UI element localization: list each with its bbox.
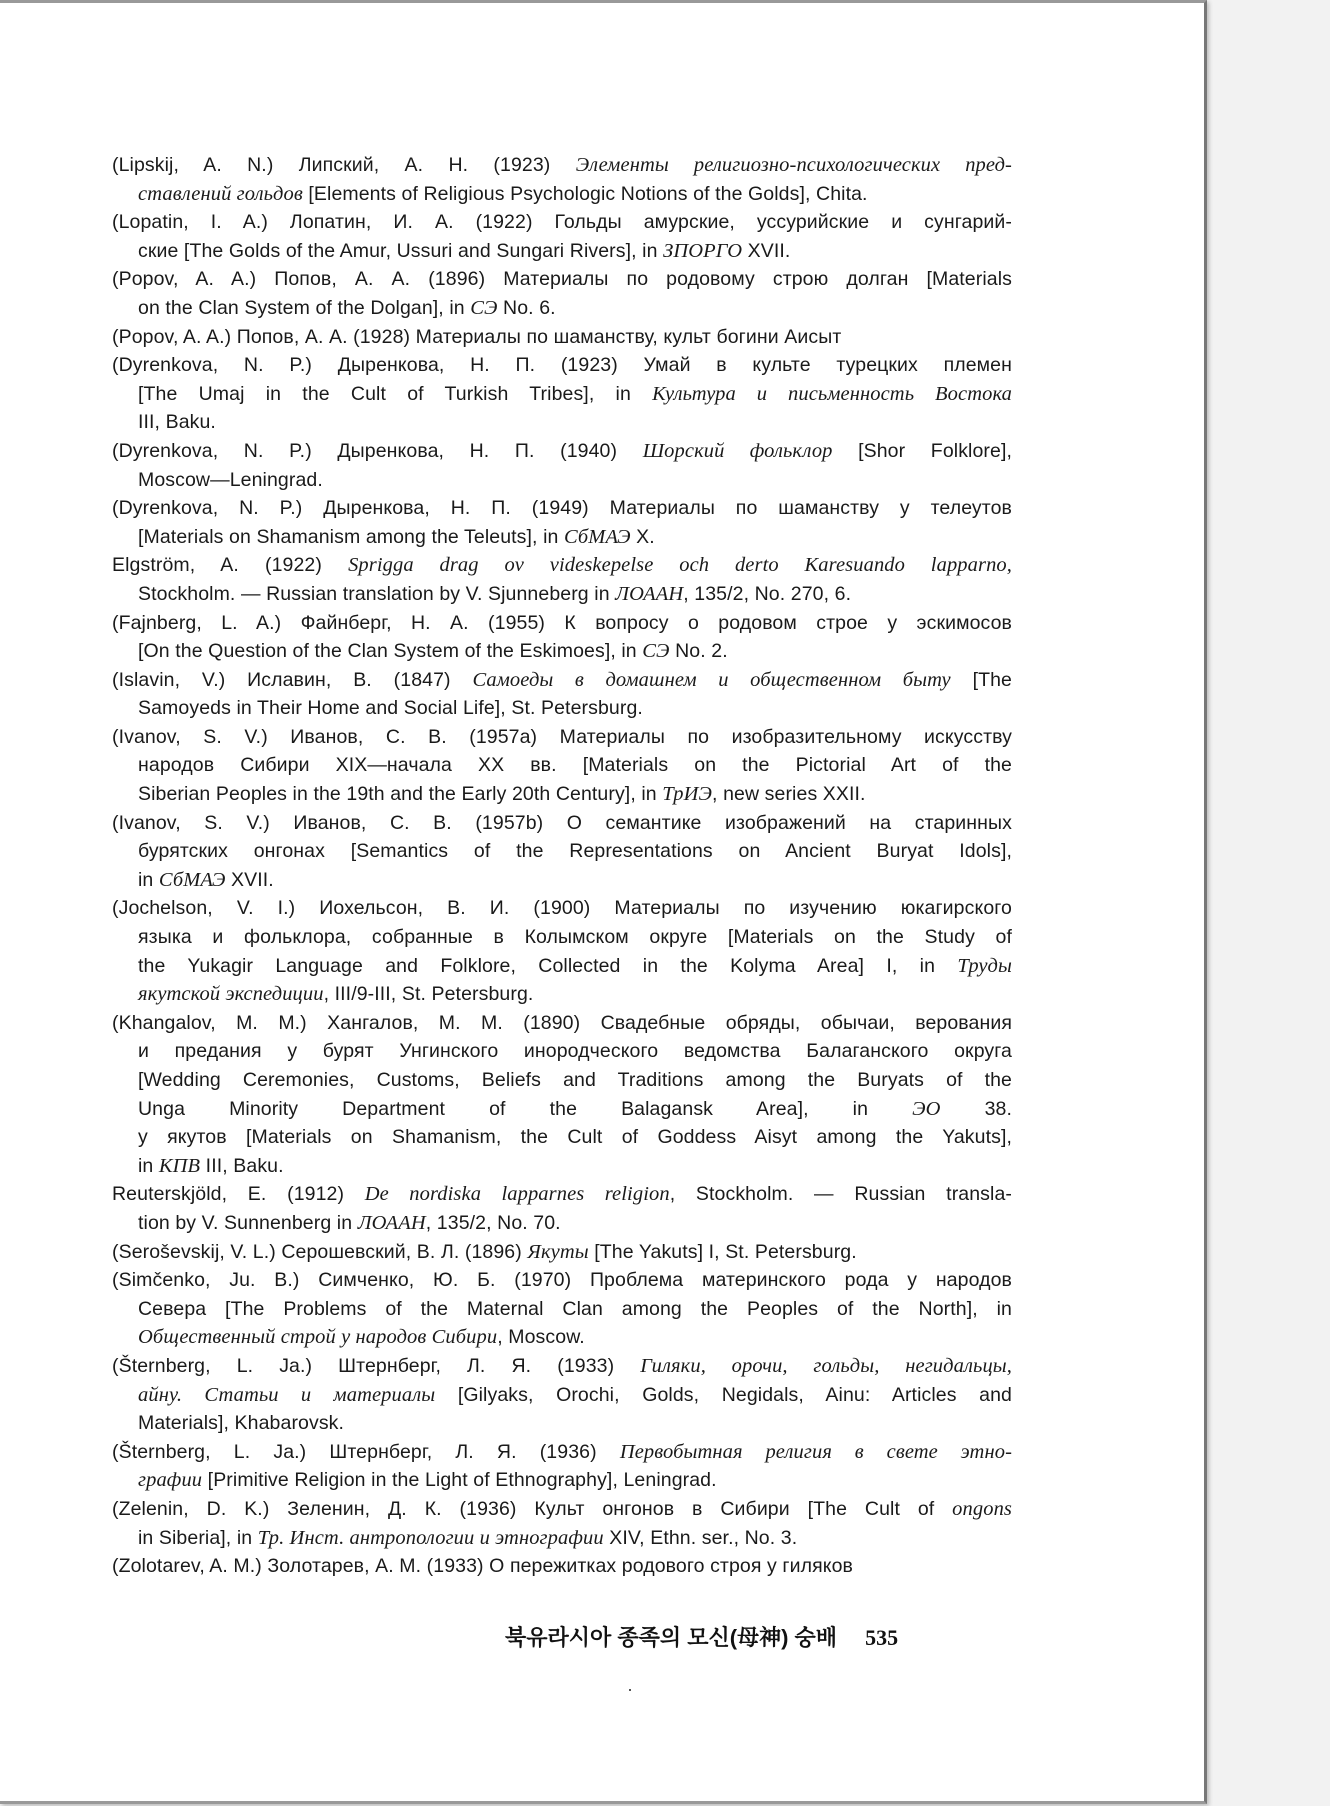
reference-entry — [112, 265, 1012, 322]
reference-text: (Dyrenkova, N. P.) Дыренкова, Н. П. (1923) Умай в культе турецких племен — [112, 354, 1012, 377]
reference-text: (Fajnberg, L. A.) Файнберг, Н. А. (1955) К вопросу о родовом строе у эскимосов — [112, 611, 1012, 634]
reference-line — [112, 1438, 1012, 1467]
reference-text: народов Сибири XIX—начала XX вв. [Materials on the Pictorial Art of the — [138, 754, 1012, 777]
reference-text: (Ivanov, S. V.) Иванов, С. В. (1957b) О семантике изображений на старинных — [112, 811, 1012, 834]
reference-line — [138, 294, 1012, 323]
reference-line — [138, 580, 1012, 609]
reference-text: , Moscow. — [497, 1326, 585, 1349]
reference-entry — [112, 323, 1012, 352]
reference-text: No. 2. — [669, 640, 728, 663]
reference-line — [138, 1066, 1012, 1095]
reference-text: 38. — [940, 1097, 1013, 1120]
reference-line — [138, 1524, 1012, 1553]
reference-text: , Stockholm. — Russian transla- — [669, 1183, 1012, 1206]
reference-text: Stockholm. — Russian translation by V. Sjunneberg in — [138, 582, 616, 605]
reference-line — [112, 208, 1012, 237]
reference-line — [138, 1466, 1012, 1495]
reference-line — [112, 151, 1012, 180]
reference-line — [138, 1095, 1012, 1124]
reference-text: (Lipskij, A. N.) Липский, А. Н. (1923) — [112, 154, 576, 176]
reference-text: in — [138, 868, 159, 891]
reference-text: Unga Minority Department of the Balagansk Area], in — [138, 1097, 913, 1120]
reference-text: (Lopatin, I. A.) Лопатин, И. А. (1922) Гольды амурские, уссурийские и сунгарий- — [112, 211, 1012, 234]
italic-title-text: ТрИЭ — [662, 783, 713, 806]
italic-title-text: СбМАЭ — [563, 525, 631, 548]
italic-title-text: Самоеды в домашнем и общественном быту — [472, 668, 951, 691]
reference-entry — [112, 1238, 1012, 1267]
reference-entry — [112, 723, 1012, 809]
reference-entry — [112, 609, 1012, 666]
reference-line — [138, 866, 1012, 895]
reference-text: ские [The Golds of the Amur, Ussuri and Sungari Rivers], in — [138, 239, 664, 262]
reference-entry — [112, 1352, 1012, 1438]
reference-entry — [112, 437, 1012, 494]
reference-text: языка и фольклора, собранные в Колымском округе [Materials on the Study of — [138, 926, 1012, 949]
reference-text: [Elements of Religious Psychologic Notions of the Golds], Chita. — [302, 182, 868, 205]
reference-text: (Jochelson, V. I.) Иохельсон, В. И. (1900) Материалы по изучению юкагирского — [112, 897, 1012, 920]
reference-entry — [112, 1180, 1012, 1237]
reference-line — [138, 523, 1012, 552]
running-title: 북유라시아 종족의 모신(母神) 숭배 — [505, 1625, 838, 1650]
reference-text: Elgström, A. (1922) — [112, 554, 349, 577]
reference-text: XIV, Ethn. ser., No. 3. — [603, 1526, 798, 1549]
reference-line — [138, 237, 1012, 266]
italic-title-text: ЭО — [912, 1097, 941, 1120]
reference-line — [112, 437, 1012, 466]
reference-text: и предания у бурят Унгинского инородческого ведомства Балаганского округа — [138, 1040, 1012, 1063]
italic-title-text: Якуты — [527, 1240, 589, 1263]
reference-text: , new series XXII. — [712, 783, 866, 806]
reference-line — [112, 351, 1012, 380]
page-footer — [505, 1621, 898, 1652]
reference-entry — [112, 1495, 1012, 1552]
reference-text: (Popov, A. A.) Попов, А. А. (1928) Материалы по шаманству, культ богини Аисыт — [112, 325, 842, 348]
reference-text: [Gilyaks, Orochi, Golds, Negidals, Ainu: Articles and — [435, 1383, 1012, 1406]
reference-text: , 135/2, No. 70. — [425, 1211, 561, 1234]
reference-text: on the Clan System of the Dolgan], in — [138, 296, 471, 319]
reference-entry — [112, 666, 1012, 723]
italic-title-text: Sprigga drag ov videskepelse och derto Karesuando lapparno, — [348, 554, 1012, 577]
reference-text: у якутов [Materials on Shamanism, the Cult of Goddess Aisyt among the Yakuts], — [138, 1126, 1012, 1149]
reference-text: бурятских онгонах [Semantics of the Representations on Ancient Buryat Idols], — [138, 840, 1012, 863]
reference-text: (Ivanov, S. V.) Иванов, С. В. (1957a) Материалы по изобразительному искусству — [112, 725, 1012, 748]
reference-text: Reuterskjöld, E. (1912) — [112, 1183, 365, 1206]
reference-text: Moscow—Leningrad. — [138, 468, 323, 491]
reference-line — [138, 1152, 1012, 1181]
italic-title-text: якутской экспедиции — [138, 983, 324, 1006]
reference-text: (Šternberg, L. Ja.) Штернберг, Л. Я. (1936) — [112, 1440, 620, 1463]
reference-entry — [112, 151, 1012, 208]
italic-title-text: Первобытная религия в свете этно- — [619, 1440, 1012, 1463]
reference-list — [112, 151, 1012, 1581]
reference-text: Севера [The Problems of the Maternal Clan among the Peoples of the North], in — [138, 1297, 1012, 1320]
reference-text: in — [138, 1154, 159, 1177]
reference-line — [138, 408, 1012, 437]
reference-text: Materials], Khabarovsk. — [138, 1412, 345, 1435]
italic-title-text: КПВ — [158, 1154, 201, 1177]
reference-text: III, Baku. — [200, 1154, 284, 1177]
reference-line — [112, 265, 1012, 294]
reference-entry — [112, 1266, 1012, 1352]
reference-text: (Zolotarev, A. M.) Золотарев, А. М. (1933) О пережитках родового строя у гиляков — [112, 1555, 853, 1578]
italic-title-text: айну. Статьи и материалы — [138, 1383, 436, 1406]
italic-title-text: De nordiska lapparnes religion — [364, 1183, 670, 1206]
reference-line — [138, 180, 1012, 209]
reference-text: No. 6. — [497, 296, 556, 319]
reference-entry — [112, 208, 1012, 265]
reference-entry — [112, 1009, 1012, 1181]
reference-text: [Shor Folklore], — [832, 439, 1012, 462]
reference-line — [112, 1552, 1012, 1581]
reference-line — [138, 751, 1012, 780]
italic-title-text: ЛОААН — [357, 1211, 426, 1234]
italic-title-text: СбМАЭ — [158, 868, 226, 891]
italic-title-text: Шорский фольклор — [642, 439, 833, 462]
page-number: 535 — [865, 1625, 899, 1650]
reference-line — [112, 894, 1012, 923]
reference-text: (Popov, A. A.) Попов, А. А. (1896) Материалы по родовому строю долган [Materials — [112, 268, 1012, 291]
reference-line — [138, 780, 1012, 809]
reference-line — [112, 1238, 1012, 1267]
reference-line — [112, 723, 1012, 752]
italic-title-text: Общественный строй у народов Сибири — [138, 1326, 498, 1349]
reference-entry — [112, 1438, 1012, 1495]
italic-title-text: Элементы религиозно-психологических пред- — [575, 154, 1012, 176]
reference-line — [138, 637, 1012, 666]
reference-text: [The Umaj in the Cult of Turkish Tribes], in — [138, 382, 653, 405]
reference-entry — [112, 809, 1012, 895]
reference-line — [112, 1352, 1012, 1381]
italic-title-text: ставлений гольдов — [138, 182, 303, 205]
reference-line — [112, 1009, 1012, 1038]
reference-line — [138, 1037, 1012, 1066]
reference-text: (Islavin, V.) Иславин, В. (1847) — [112, 668, 473, 691]
reference-entry — [112, 551, 1012, 608]
reference-text: XVII. — [742, 239, 791, 262]
reference-entry — [112, 894, 1012, 1008]
reference-line — [112, 551, 1012, 580]
reference-text: XVII. — [225, 868, 274, 891]
reference-text: in Siberia], in — [138, 1526, 258, 1549]
reference-line — [138, 1295, 1012, 1324]
reference-line — [138, 1123, 1012, 1152]
reference-entry — [112, 1552, 1012, 1581]
reference-text: (Šternberg, L. Ja.) Штернберг, Л. Я. (1933) — [112, 1354, 641, 1377]
italic-title-text: Труды — [957, 954, 1012, 977]
reference-line — [112, 609, 1012, 638]
reference-line — [138, 1209, 1012, 1238]
reference-text: Siberian Peoples in the 19th and the Early 20th Century], in — [138, 783, 663, 806]
italic-title-text: Тр. Инст. антропологии и этнографии — [257, 1526, 604, 1549]
reference-line — [138, 980, 1012, 1009]
reference-entry — [112, 494, 1012, 551]
italic-title-text: ongons — [952, 1497, 1012, 1520]
italic-title-text: ЛОААН — [615, 582, 684, 605]
reference-line — [138, 466, 1012, 495]
reference-text: X. — [630, 525, 655, 548]
italic-title-text: Гиляки, орочи, гольды, негидальцы, — [640, 1354, 1012, 1377]
reference-text: (Khangalov, M. M.) Хангалов, М. М. (1890) Свадебные обряды, обычаи, верования — [112, 1011, 1012, 1034]
reference-text: III, Baku. — [138, 411, 216, 434]
reference-text: the Yukagir Language and Folklore, Collected in the Kolyma Area] I, in — [138, 954, 958, 977]
reference-text: [On the Question of the Clan System of the Eskimoes], in — [138, 640, 643, 663]
reference-line — [138, 952, 1012, 981]
reference-line — [138, 837, 1012, 866]
reference-line — [138, 380, 1012, 409]
reference-text: (Simčenko, Ju. B.) Симченко, Ю. Б. (1970) Проблема материнского рода у народов — [112, 1269, 1012, 1292]
reference-text: tion by V. Sunnenberg in — [138, 1211, 358, 1234]
reference-text: (Zelenin, D. K.) Зеленин, Д. К. (1936) Культ онгонов в Сибири [The Cult of — [112, 1497, 953, 1520]
reference-text: [Materials on Shamanism among the Teleuts], in — [138, 525, 564, 548]
reference-line — [138, 694, 1012, 723]
reference-line — [112, 1495, 1012, 1524]
reference-text: [Wedding Ceremonies, Customs, Beliefs and Traditions among the Buryats of the — [138, 1069, 1012, 1091]
italic-title-text: СЭ — [642, 640, 670, 663]
italic-title-text: СЭ — [470, 296, 498, 319]
reference-text: [Primitive Religion in the Light of Ethnography], Leningrad. — [202, 1469, 717, 1492]
reference-line — [112, 1266, 1012, 1295]
reference-line — [112, 666, 1012, 695]
scan-speck — [629, 1689, 631, 1691]
reference-text: , 135/2, No. 270, 6. — [683, 582, 852, 605]
reference-text: , III/9-III, St. Petersburg. — [323, 983, 534, 1006]
reference-text: [The Yakuts] I, St. Petersburg. — [588, 1240, 857, 1263]
reference-line — [138, 1409, 1012, 1438]
reference-line — [112, 1180, 1012, 1209]
reference-line — [112, 494, 1012, 523]
reference-text: (Dyrenkova, N. P.) Дыренкова, Н. П. (1949) Материалы по шаманству у телеутов — [112, 497, 1012, 520]
italic-title-text: ЗПОРГО — [663, 239, 743, 262]
reference-text: (Seroševskij, V. L.) Серошевский, В. Л. (1896) — [112, 1240, 528, 1263]
reference-line — [138, 923, 1012, 952]
italic-title-text: Культура и письменность Востока — [652, 382, 1012, 405]
italic-title-text: графии — [138, 1469, 203, 1492]
reference-text: Samoyeds in Their Home and Social Life], St. Petersburg. — [138, 697, 643, 720]
reference-line — [138, 1381, 1012, 1410]
reference-line — [112, 809, 1012, 838]
reference-entry — [112, 351, 1012, 437]
reference-line — [138, 1323, 1012, 1352]
reference-text: (Dyrenkova, N. P.) Дыренкова, Н. П. (1940) — [112, 439, 643, 462]
reference-line — [112, 323, 1012, 352]
reference-text: [The — [950, 668, 1013, 691]
